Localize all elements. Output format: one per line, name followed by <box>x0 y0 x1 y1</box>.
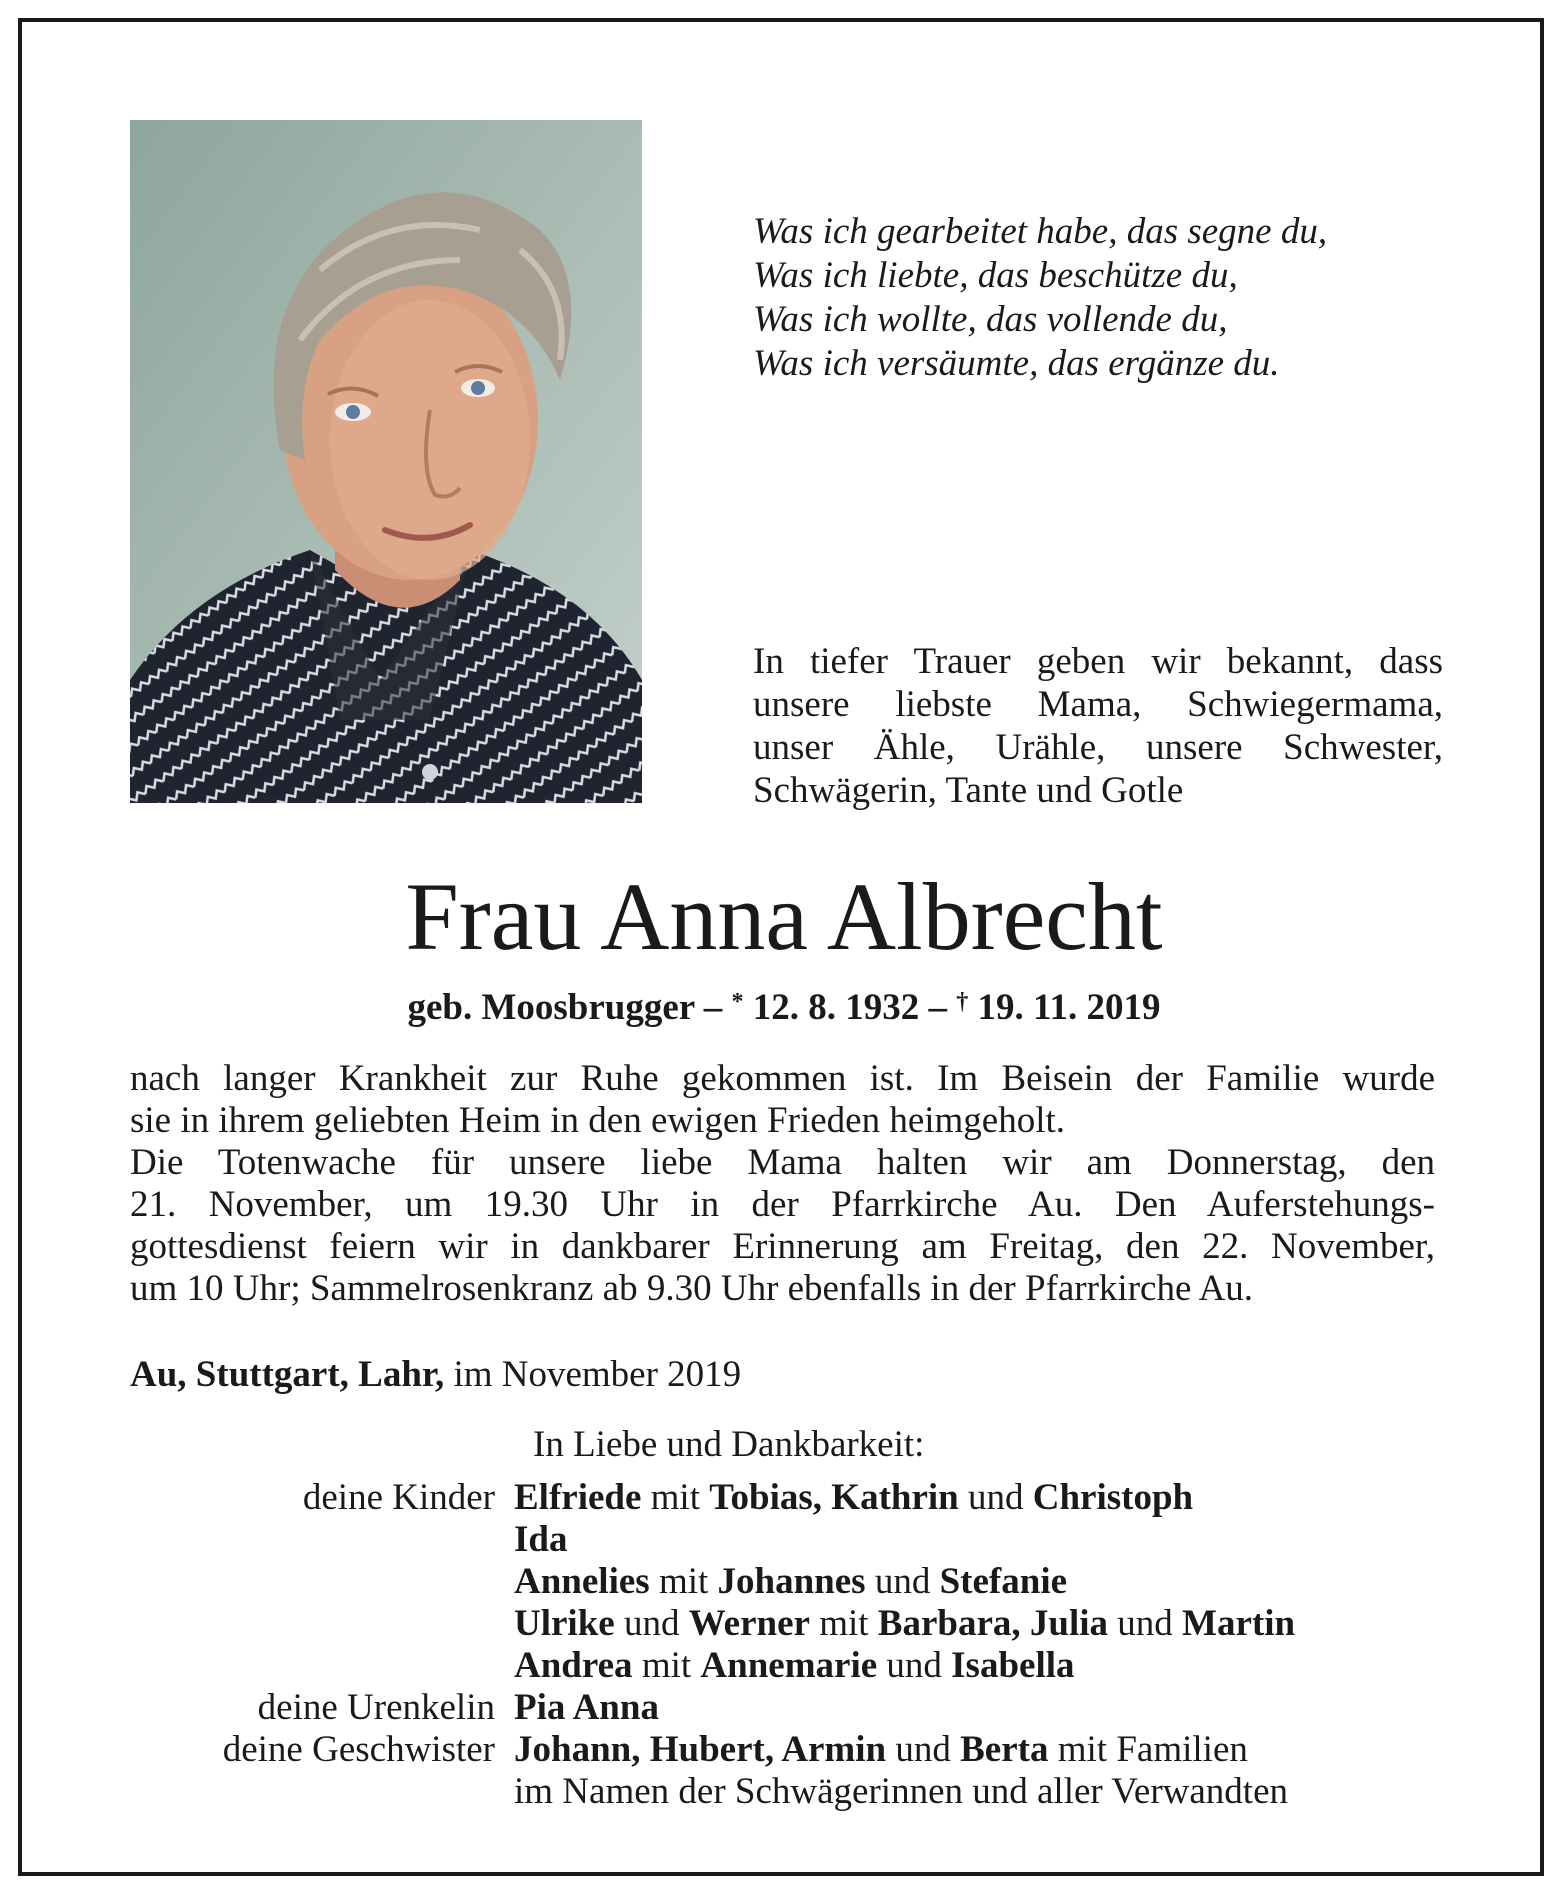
family-members <box>514 1519 567 1561</box>
family-member-name: Christoph <box>1032 1477 1194 1518</box>
family-member-name: Tobias, Kathrin <box>709 1477 959 1518</box>
family-member-name: Stefanie <box>939 1561 1068 1602</box>
family-connector-text: mit <box>809 1603 878 1644</box>
family-member-name: Annemarie <box>700 1645 878 1686</box>
family-member-name: Barbara, Julia <box>877 1603 1109 1644</box>
family-member-name: Johannes <box>717 1561 866 1602</box>
birth-symbol: * <box>731 989 744 1015</box>
family-connector-text: und <box>614 1603 689 1644</box>
family-connector-text: mit Familien <box>1048 1729 1248 1770</box>
poem-verse <box>753 210 1453 386</box>
place-date: im November 2019 <box>444 1354 742 1395</box>
family-member-name: Berta <box>960 1729 1049 1770</box>
life-dates <box>0 980 1568 1030</box>
family-members <box>514 1645 1075 1687</box>
intro-line: Schwägerin, Tante und Gotle <box>753 770 1184 811</box>
place-date-line <box>130 1354 741 1396</box>
family-row <box>130 1729 1450 1771</box>
family-relation-label: deine Geschwister <box>222 1729 495 1770</box>
intro-line: In tiefer Trauer geben wir bekannt, dass <box>753 641 1443 682</box>
family-connector-text: und <box>958 1477 1033 1518</box>
family-members <box>514 1729 1248 1771</box>
family-member-name: Ida <box>514 1519 568 1560</box>
death-symbol: † <box>956 989 969 1015</box>
family-connector-text: im Namen der Schwägerinnen und aller Verwandten <box>514 1771 1289 1812</box>
poem-line: Was ich wollte, das vollende du, <box>753 299 1228 340</box>
body-line: Die Totenwache für unsere liebe Mama halten wir am Donnerstag, den <box>130 1142 1435 1183</box>
place-cities: Au, Stuttgart, Lahr, <box>130 1354 445 1395</box>
body-line: gottesdienst feiern wir in dankbarer Erinnerung am Freitag, den 22. November, <box>130 1226 1435 1267</box>
portrait-illustration <box>130 120 642 803</box>
family-members <box>514 1603 1295 1645</box>
family-list <box>130 1477 1450 1813</box>
poem-line: Was ich versäumte, das ergänze du. <box>753 343 1280 384</box>
family-row <box>130 1687 1450 1729</box>
family-members <box>514 1771 1288 1813</box>
family-member-name: Annelies <box>514 1561 650 1602</box>
family-member-name: Werner <box>688 1603 810 1644</box>
family-row <box>130 1771 1450 1813</box>
body-line: 21. November, um 19.30 Uhr in der Pfarrkirche Au. Den Auferstehungs- <box>130 1184 1435 1225</box>
body-line: sie in ihrem geliebten Heim in den ewigen Frieden heimgeholt. <box>130 1100 1066 1141</box>
family-relation-label: deine Urenkelin <box>257 1687 495 1728</box>
family-member-name: Andrea <box>514 1645 633 1686</box>
body-line: nach langer Krankheit zur Ruhe gekommen ist. Im Beisein der Familie wurde <box>130 1058 1435 1099</box>
family-relation-label: deine Kinder <box>302 1477 495 1518</box>
portrait-photo <box>130 120 642 803</box>
intro-line: unser Ähle, Urähle, unsere Schwester, <box>753 727 1443 768</box>
family-relation-label <box>130 1519 514 1561</box>
body-line: um 10 Uhr; Sammelrosenkranz ab 9.30 Uhr ebenfalls in der Pfarrkirche Au. <box>130 1268 1254 1309</box>
intro-line: unsere liebste Mama, Schwiegermama, <box>753 684 1443 725</box>
family-member-name: Ulrike <box>514 1603 615 1644</box>
thanks-line: In Liebe und Dankbarkeit: <box>533 1424 925 1465</box>
family-connector-text: mit <box>632 1645 701 1686</box>
family-members <box>514 1477 1193 1519</box>
family-relation-label <box>130 1603 514 1645</box>
family-row <box>130 1645 1450 1687</box>
family-connector-text: und <box>1108 1603 1183 1644</box>
family-member-name: Pia Anna <box>514 1687 659 1728</box>
family-members <box>514 1687 659 1729</box>
family-member-name: Martin <box>1182 1603 1296 1644</box>
family-relation-label <box>130 1645 514 1687</box>
family-connector-text: und <box>877 1645 952 1686</box>
deceased-name: Frau Anna Albrecht <box>405 863 1163 970</box>
family-members <box>514 1561 1067 1603</box>
family-member-name: Elfriede <box>514 1477 642 1518</box>
family-connector-text: mit <box>649 1561 718 1602</box>
maiden-name: geb. Moosbrugger – <box>407 987 723 1028</box>
family-connector-text: und <box>886 1729 961 1770</box>
death-date: 19. 11. 2019 <box>968 987 1161 1028</box>
family-connector-text: und <box>865 1561 940 1602</box>
poem-line: Was ich liebte, das beschütze du, <box>753 255 1238 296</box>
family-relation-label <box>130 1561 514 1603</box>
family-member-name: Isabella <box>951 1645 1075 1686</box>
family-row <box>130 1603 1450 1645</box>
birth-date: 12. 8. 1932 – <box>743 987 948 1028</box>
family-row <box>130 1477 1450 1519</box>
announcement-body <box>130 1058 1435 1310</box>
family-connector-text: mit <box>641 1477 710 1518</box>
family-relation-label <box>130 1771 514 1813</box>
intro-text <box>753 640 1443 812</box>
family-row <box>130 1561 1450 1603</box>
family-member-name: Johann, Hubert, Armin <box>514 1729 887 1770</box>
poem-line: Was ich gearbeitet habe, das segne du, <box>753 211 1328 252</box>
family-row <box>130 1519 1450 1561</box>
